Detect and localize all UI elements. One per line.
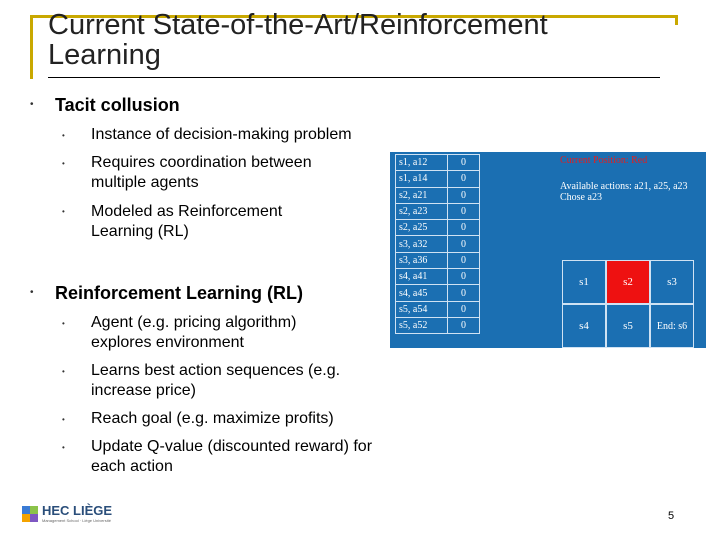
q-table-key: s2, a21	[396, 187, 448, 203]
sub-bullet: Agent (e.g. pricing algorithm) explores environment	[91, 314, 297, 351]
q-table-value: 0	[448, 301, 480, 317]
logo-tagline: Management School · Liège Université	[42, 518, 111, 523]
bullet-heading: Reinforcement Learning (RL)	[55, 283, 304, 303]
state-cell-s3: s3	[650, 260, 694, 304]
q-table-value: 0	[448, 220, 480, 236]
q-table	[395, 154, 480, 334]
sub-bullet: Reach goal (e.g. maximize profits)	[91, 410, 334, 427]
q-table-value: 0	[448, 252, 480, 268]
state-cell-s1: s1	[562, 260, 606, 304]
q-table-row	[396, 301, 480, 317]
q-table-row	[396, 171, 480, 187]
sub-bullet-dot: •	[62, 367, 65, 376]
q-table-row	[396, 317, 480, 333]
q-table-value: 0	[448, 203, 480, 219]
q-table-value: 0	[448, 285, 480, 301]
q-table-row	[396, 252, 480, 268]
bullet-dot: •	[30, 287, 34, 298]
q-table-value: 0	[448, 317, 480, 333]
sub-bullet	[91, 202, 331, 242]
q-table-key: s1, a12	[396, 155, 448, 171]
q-table-key: s5, a54	[396, 301, 448, 317]
frame-right-line	[675, 15, 678, 25]
frame-left-line	[30, 15, 33, 79]
sub-bullet: Instance of decision-making problem	[91, 126, 352, 143]
q-table-row	[396, 220, 480, 236]
q-table-key: s3, a36	[396, 252, 448, 268]
available-actions-text: Available actions: a21, a25, a23	[560, 181, 688, 192]
q-table-value: 0	[448, 187, 480, 203]
q-table-key: s2, a25	[396, 220, 448, 236]
bullet-dot: •	[30, 99, 34, 110]
q-table-row	[396, 203, 480, 219]
sub-bullet: Requires coordination between multiple agents	[91, 154, 312, 191]
sub-bullet-dot: •	[62, 415, 65, 424]
current-position-text: Current Position: Red	[560, 155, 648, 166]
q-table-key: s5, a52	[396, 317, 448, 333]
state-cell-s2: s2	[606, 260, 650, 304]
title-underline	[48, 77, 660, 78]
q-table-key: s2, a23	[396, 203, 448, 219]
sub-bullet-dot: •	[62, 443, 65, 452]
q-table-row	[396, 285, 480, 301]
q-table-key: s4, a45	[396, 285, 448, 301]
sub-bullet-dot: •	[62, 131, 65, 140]
sub-bullet: Learns best action sequences (e.g. increase price)	[91, 362, 341, 399]
sub-bullet-dot: •	[62, 207, 65, 216]
state-cell-s4: s4	[562, 304, 606, 348]
chose-action-text: Chose a23	[560, 192, 602, 203]
q-table-row	[396, 187, 480, 203]
q-table-key: s4, a41	[396, 269, 448, 285]
q-table-value: 0	[448, 171, 480, 187]
state-cell-s5: s5	[606, 304, 650, 348]
q-table-key: s1, a14	[396, 171, 448, 187]
logo-text: HEC LIÈGE	[42, 503, 113, 518]
q-table-value: 0	[448, 155, 480, 171]
q-table-value: 0	[448, 236, 480, 252]
q-table-row	[396, 269, 480, 285]
q-table-value: 0	[448, 269, 480, 285]
page-number: 5	[668, 510, 675, 522]
sub-bullet-dot: •	[62, 319, 65, 328]
slide-title: Current State-of-the-Art/Reinforcement Learning	[48, 9, 548, 71]
sub-bullet-text: Modeled as Reinforcement Learning (RL)	[91, 203, 283, 240]
bullet-heading: Tacit collusion	[55, 95, 180, 115]
q-table-row	[396, 155, 480, 171]
sub-bullet: Update Q-value (discounted reward) for each action	[91, 438, 373, 475]
q-learning-figure	[390, 152, 706, 348]
q-table-key: s3, a32	[396, 236, 448, 252]
state-cell-s6: End: s6	[650, 304, 694, 348]
q-table-row	[396, 236, 480, 252]
sub-bullet-dot: •	[62, 159, 65, 168]
